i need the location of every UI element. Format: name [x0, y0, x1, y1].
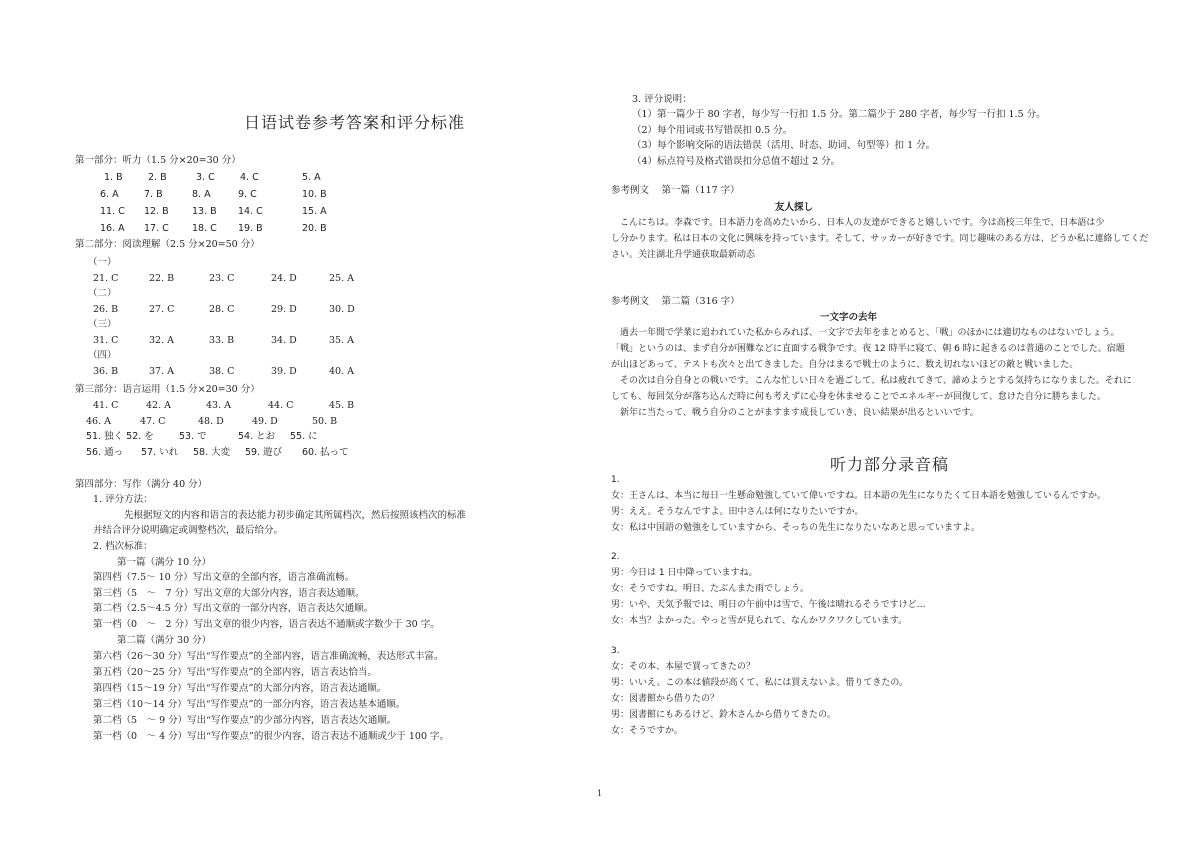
group-label: （一）: [88, 257, 117, 268]
part2-heading: 第二部分：阅读理解（2.5 分×20=50 分）: [75, 239, 260, 250]
answer-cell: 49. D: [252, 416, 278, 427]
rule-line: （4）标点符号及格式错误扣分总值不超过 2 分。: [632, 155, 841, 167]
answer-cell: 25. A: [329, 273, 354, 284]
answer-cell: 27. C: [149, 304, 175, 315]
level-line: 第一档（0 ～ 2 分）写出文章的很少内容，语言表达不通顺或字数少于 30 字。: [93, 618, 440, 630]
script-title: 听力部分录音稿: [830, 455, 950, 474]
answer-cell: 8. A: [192, 189, 211, 200]
answer-cell: 56. 通っ: [86, 447, 124, 458]
essay-line: 過去一年間で学業に追われていた私からみれば、一文字で去年をまとめると、「戦」のほかには適切なものはないでしょう。: [611, 328, 1120, 338]
levels-title: 2. 档次标准：: [93, 541, 153, 552]
essay-line: し分かります。私は日本の文化に興味を持っています。そして、サッカーが好きです。同じ趣味のある方は、どうか私に連絡してくだ: [611, 234, 1149, 244]
answer-cell: 37. A: [149, 366, 174, 377]
answer-cell: 59. 遊び: [245, 447, 283, 458]
answer-cell: 7. B: [144, 189, 163, 200]
answer-cell: 20. B: [302, 223, 327, 234]
rule-line: （3）每个影响交际的语法错误（活用、时态、助词、句型等）扣 1 分。: [632, 140, 936, 151]
dialogue-line: 女：本当？よかった。やっと雪が見られて、なんかワクワクしています。: [611, 616, 908, 626]
essay1-title: 第一篇（满分 10 分）: [117, 557, 212, 568]
level-line: 第二档（2.5～4.5 分）写出文章的一部分内容，语言表达欠通顺。: [93, 603, 374, 614]
answer-cell: 50. B: [312, 416, 338, 427]
answer-cell: 43. A: [206, 400, 231, 411]
answer-cell: 29. D: [271, 304, 297, 315]
level-line: 第三档（10～14 分）写出“写作要点”的一部分内容，语言表达基本通顺。: [93, 699, 406, 710]
level-line: 第一档（0 ～ 4 分）写出“写作要点”的很少内容，语言表达不通顺或少于 100 字。: [93, 731, 450, 742]
part4-heading: 第四部分：写作（满分 40 分）: [75, 479, 208, 490]
answer-cell: 6. A: [100, 189, 119, 200]
answer-cell: 4. C: [240, 172, 259, 183]
answer-cell: 57. いれ: [141, 447, 179, 458]
page-number: 1: [597, 789, 603, 798]
part1-heading: 第一部分：听力（1.5 分×20=30 分）: [75, 155, 241, 166]
level-line: 第四档（7.5～ 10 分）写出文章的全部内容，语言准确流畅。: [93, 572, 355, 583]
sample1-title: 友人探し: [775, 202, 814, 213]
dialogue-line: 男：いいえ。この本は値段が高くて、私には買えないよ。借りてきたの。: [611, 678, 909, 688]
rule-line: （2）每个用词或书写错误扣 0.5 分。: [632, 124, 793, 136]
answer-cell: 11. C: [100, 206, 125, 217]
dialogue-line: 女：そうですか。: [611, 726, 684, 736]
answer-cell: 30. D: [329, 304, 355, 315]
dialogue-line: 女：王さんは、本当に毎日一生懸命勉強していて偉いですね。日本語の先生になりたくて日本語を勉強しているんですか。: [611, 491, 1107, 501]
answer-cell: 36. B: [93, 366, 119, 377]
answer-cell: 24. D: [271, 273, 297, 284]
essay-line: しても、毎回気分が落ち込んだ時に何も考えずに心身を休ませることでエネルギーが回復して、怠けた自分に勝ちました。: [611, 392, 1106, 402]
rule-line: （1）第一篇少于 80 字者，每少写一行扣 1.5 分。第二篇少于 280 字者，每少写一行扣 1.5 分。: [632, 109, 1046, 120]
answer-cell: 19. B: [238, 223, 263, 234]
dialogue-line: 男：いや、天気予報では、明日の午前中は雪で、午後は晴れるそうですけど…: [611, 600, 926, 610]
answer-cell: 21. C: [93, 273, 119, 284]
answer-cell: 9. C: [238, 189, 257, 200]
answer-cell: 32. A: [149, 335, 174, 346]
answer-cell: 48. D: [198, 416, 224, 427]
dialogue-line: 女：図書館から借りたの？: [611, 694, 720, 704]
answer-cell: 26. B: [93, 304, 119, 315]
answer-cell: 10. B: [302, 189, 327, 200]
sample2-label: 参考例文 第二篇（316 字）: [611, 296, 740, 307]
rules-title: 3. 评分说明：: [632, 94, 692, 105]
answer-cell: 45. B: [329, 400, 355, 411]
dialogue-number: 1.: [611, 475, 620, 485]
answer-cell: 40. A: [329, 366, 354, 377]
dialogue-line: 男：今日は 1 日中降っていますね。: [611, 568, 758, 578]
dialogue-line: 男：図書館にもあるけど、鈴木さんから借りてきたの。: [611, 710, 836, 720]
answer-cell: 28. C: [209, 304, 235, 315]
group-label: （四）: [88, 350, 117, 361]
essay-line: こんにちは。李森です。日本語力を高めたいから、日本人の友達ができると嬉しいです。今は高校三年生で、日本語は少: [611, 218, 1105, 228]
answer-cell: 47. C: [140, 416, 166, 427]
answer-cell: 23. C: [209, 273, 235, 284]
dialogue-line: 男：ええ。そうなんですよ。田中さんは何になりたいですか。: [611, 507, 864, 517]
answer-cell: 22. B: [149, 273, 175, 284]
method-title: 1. 评分方法：: [93, 494, 153, 505]
answer-cell: 55. に: [290, 431, 318, 442]
essay-line: さい。关注湖北升学通获取最新动态: [611, 250, 756, 260]
level-line: 第六档（26～30 分）写出“写作要点”的全部内容，语言准确流畅，表达形式丰富。: [93, 651, 444, 662]
answer-cell: 33. B: [209, 335, 235, 346]
answer-cell: 34. D: [271, 335, 297, 346]
method-line-1: 先根据短文的内容和语言的表达能力初步确定其所属档次，然后按照该档次的标准: [124, 510, 467, 521]
answer-cell: 13. B: [192, 206, 217, 217]
answer-cell: 18. C: [192, 223, 217, 234]
method-line-2: 并结合评分说明确定或调整档次，最后给分。: [93, 525, 284, 536]
answer-cell: 54. とお: [238, 431, 276, 442]
answer-cell: 15. A: [302, 206, 327, 217]
answer-cell: 60. 払って: [302, 447, 349, 458]
answer-cell: 31. C: [93, 335, 119, 346]
answer-cell: 39. D: [271, 366, 297, 377]
essay-line: 新年に当たって、戦う自分のことがますます成長していき、良い結果が出るといいです。: [611, 408, 979, 418]
level-line: 第五档（20～25 分）写出“写作要点”的全部内容，语言表达恰当。: [93, 667, 377, 678]
dialogue-line: 女：その本、本屋で買ってきたの？: [611, 662, 756, 672]
answer-cell: 5. A: [302, 172, 321, 183]
dialogue-number: 3.: [611, 646, 620, 656]
dialogue-line: 女：私は中国語の勉強をしていますから、そっちの先生になりたいなあと思っていますよ。: [611, 523, 981, 533]
answer-cell: 46. A: [86, 416, 111, 427]
group-label: （二）: [88, 288, 117, 299]
level-line: 第三档（5 ～ 7 分）写出文章的大部分内容，语言表达通顺。: [93, 587, 365, 599]
essay-line: その次は自分自身との戦いです。こんな忙しい日々を過ごして、私は疲れてきて、諦めようとする気持ちになりました。それに: [611, 376, 1132, 386]
essay2-title: 第二篇（满分 30 分）: [117, 635, 212, 646]
part3-heading: 第三部分：语言运用（1.5 分×20=30 分）: [75, 384, 260, 395]
answer-cell: 53. で: [179, 431, 207, 442]
answer-cell: 42. A: [146, 400, 171, 411]
dialogue-line: 女：そうですね。明日、たぶんまた雨でしょう。: [611, 584, 810, 594]
answer-cell: 38. C: [209, 366, 235, 377]
answer-cell: 17. C: [144, 223, 169, 234]
answer-cell: 14. C: [238, 206, 263, 217]
answer-cell: 2. B: [148, 172, 167, 183]
answer-cell: 51. 独く 52. を: [86, 431, 154, 442]
answer-cell: 41. C: [93, 400, 119, 411]
answer-cell: 58. 大変: [193, 447, 231, 458]
answer-cell: 16. A: [100, 223, 125, 234]
answer-cell: 44. C: [268, 400, 294, 411]
answer-cell: 3. C: [196, 172, 215, 183]
sample2-title: 一文字の去年: [820, 312, 878, 323]
answer-cell: 35. A: [329, 335, 354, 346]
doc-title: 日语试卷参考答案和评分标准: [244, 113, 466, 132]
dialogue-number: 2.: [611, 552, 620, 562]
level-line: 第四档（15～19 分）写出“写作要点”的大部分内容，语言表达通顺。: [93, 683, 387, 694]
level-line: 第二档（5 ～ 9 分）写出“写作要点”的少部分内容，语言表达欠通顺。: [93, 715, 397, 726]
answer-cell: 12. B: [144, 206, 169, 217]
essay-line: が山ほどあって、テストも次々と出てきました。自分はまるで戦士のように、数え切れないほどの敵と戦いました。: [611, 360, 1079, 370]
group-label: （三）: [88, 319, 117, 330]
sample1-label: 参考例文 第一篇（117 字）: [611, 185, 740, 196]
essay-line: 「戦」というのは、まず自分が困難などに直面する戦争です。夜 12 時半に寝て、朝 6 時に起きるのは普通のことでした。宿題: [611, 344, 1125, 354]
answer-cell: 1. B: [104, 172, 123, 183]
